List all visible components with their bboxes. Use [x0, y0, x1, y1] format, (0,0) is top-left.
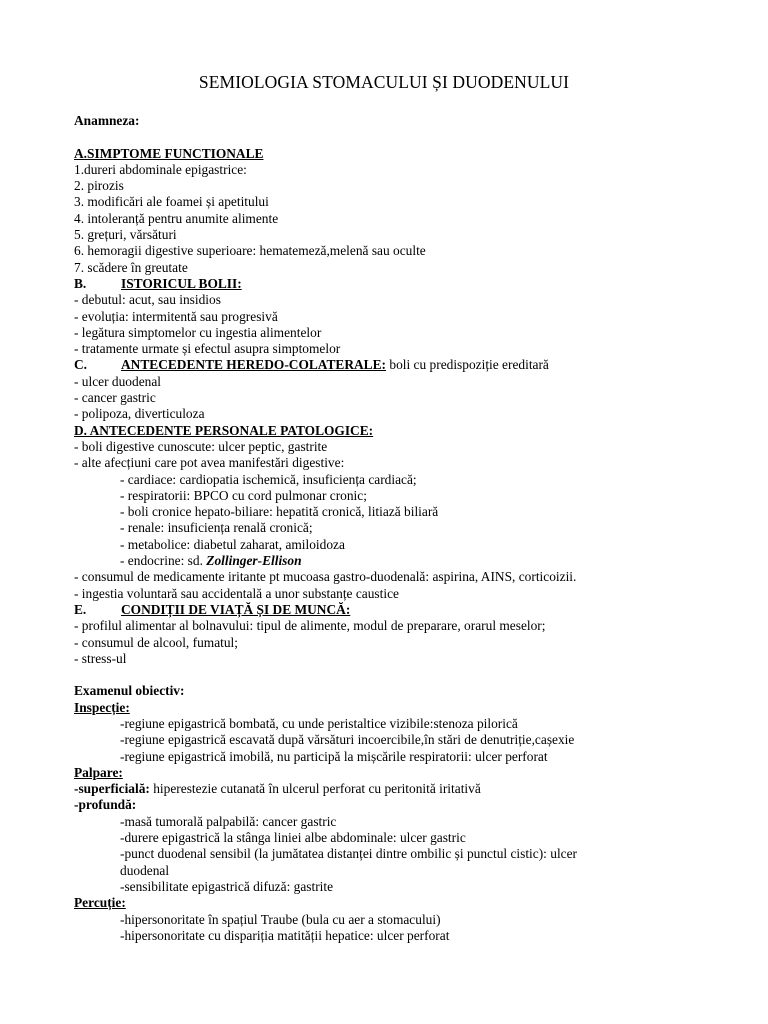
list-item: -regiune epigastrică escavată după vărsături incoercibile,în stări de denutriție,cașexie — [120, 732, 575, 748]
section-d-heading: D. ANTECEDENTE PERSONALE PATOLOGICE: — [74, 422, 374, 438]
sub-list-item: - cardiace: cardiopatia ischemică, insuficiența cardiacă; — [120, 471, 417, 487]
sub-list-item-endocrine — [74, 553, 734, 569]
section-title: ISTORICUL BOLII: — [121, 275, 242, 291]
list-item: - consumul de medicamente iritante pt mucoasa gastro-duodenală: aspirina, AINS, corticoizii. — [74, 569, 577, 585]
list-item: 1.dureri abdominale epigastrice: — [74, 161, 247, 177]
exam-heading: Examenul obiectiv: — [74, 683, 185, 699]
list-item: - debutul: acut, sau insidios — [74, 292, 221, 308]
list-item: - tratamente urmate și efectul asupra simptomelor — [74, 341, 341, 357]
list-item: -masă tumorală palpabilă: cancer gastric — [120, 813, 337, 829]
list-item: - consumul de alcool, fumatul; — [74, 634, 238, 650]
list-item: - boli digestive cunoscute: ulcer peptic, gastrite — [74, 438, 328, 454]
list-item: -regiune epigastrică imobilă, nu participă la mișcările respiratorii: ulcer perforat — [120, 748, 548, 764]
section-e-heading — [74, 602, 734, 618]
list-item-continuation: duodenal — [120, 862, 170, 878]
percutie-heading: Percuție: — [74, 895, 126, 911]
sub-list-item: - metabolice: diabetul zaharat, amiloidoza — [120, 536, 345, 552]
list-item: - ulcer duodenal — [74, 373, 161, 389]
palpare-superficiala — [74, 781, 734, 797]
profunda-label: -profundă: — [74, 797, 137, 813]
section-title: CONDIȚII DE VIAȚĂ ȘI DE MUNCĂ: — [121, 601, 351, 617]
section-a-heading: A.SIMPTOME FUNCTIONALE — [74, 145, 264, 161]
list-item: 2. pirozis — [74, 178, 124, 194]
list-item: -hipersonoritate în spațiul Traube (bula cu aer a stomacului) — [120, 911, 441, 927]
list-item: - polipoza, diverticuloza — [74, 406, 205, 422]
list-item: 6. hemoragii digestive superioare: hematemeză,melenă sau oculte — [74, 243, 426, 259]
inspectie-heading: Inspecție: — [74, 699, 130, 715]
section-c-heading — [74, 357, 734, 373]
list-item: - profilul alimentar al bolnavului: tipul de alimente, modul de preparare, orarul meselor; — [74, 618, 546, 634]
list-item: 7. scădere în greutate — [74, 259, 188, 275]
list-item: -punct duodenal sensibil (la jumătatea distanței dintre ombilic și punctul cistic): ulcer — [120, 846, 578, 862]
section-b-heading — [74, 276, 734, 292]
sub-list-item: - renale: insuficiența renală cronică; — [120, 520, 313, 536]
list-item: -sensibilitate epigastrică difuză: gastrite — [120, 878, 334, 894]
section-title: ANTECEDENTE HEREDO-COLATERALE: — [121, 357, 387, 373]
superficiala-text: hiperestezie cutanată în ulcerul perforat cu peritonită iritativă — [153, 781, 481, 797]
sub-list-item: - boli cronice hepato-biliare: hepatită cronică, litiază biliară — [120, 504, 439, 520]
document-body — [74, 113, 734, 944]
palpare-heading: Palpare: — [74, 764, 123, 780]
list-item: - stress-ul — [74, 650, 127, 666]
list-item: - ingestia voluntară sau accidentală a unor substanțe caustice — [74, 585, 399, 601]
section-c-tail: boli cu predispoziție ereditară — [389, 357, 549, 373]
section-letter: B. — [74, 275, 87, 291]
syndrome-name: Zollinger-Ellison — [206, 553, 302, 569]
list-item: - cancer gastric — [74, 390, 156, 406]
page-title: SEMIOLOGIA STOMACULUI ȘI DUODENULUI — [198, 72, 570, 92]
list-item: -hipersonoritate cu dispariția matității hepatice: ulcer perforat — [120, 927, 450, 943]
list-item: - evoluția: intermitentă sau progresivă — [74, 308, 278, 324]
sub-list-item: - respiratorii: BPCO cu cord pulmonar cronic; — [120, 487, 367, 503]
section-letter: C. — [74, 357, 88, 373]
superficiala-label: -superficială: — [74, 781, 150, 797]
list-item: -durere epigastrică la stânga liniei albe abdominale: ulcer gastric — [120, 830, 466, 846]
list-item: -regiune epigastrică bombată, cu unde peristaltice vizibile:stenoza pilorică — [120, 715, 518, 731]
list-item: - legătura simptomelor cu ingestia alimentelor — [74, 324, 322, 340]
list-item: 5. grețuri, vărsături — [74, 227, 177, 243]
section-letter: E. — [74, 601, 87, 617]
anamneza-heading: Anamneza: — [74, 113, 140, 128]
list-item: 4. intoleranță pentru anumite alimente — [74, 210, 279, 226]
endocrine-prefix: - endocrine: sd. — [120, 553, 203, 569]
list-item: 3. modificări ale foamei și apetitului — [74, 194, 269, 210]
list-item: - alte afecțiuni care pot avea manifestări digestive: — [74, 455, 345, 471]
